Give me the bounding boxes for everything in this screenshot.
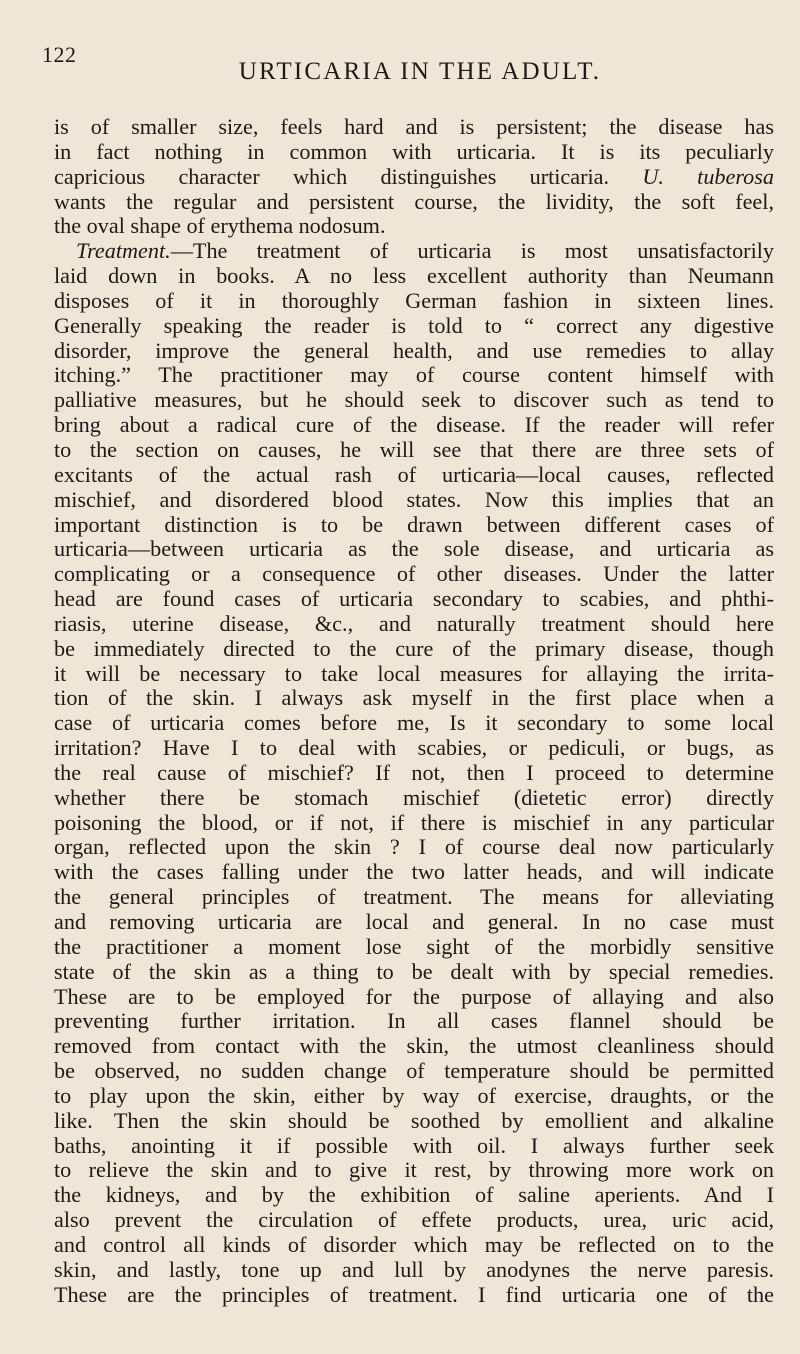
text-line: disorder, improve the general health, and use remedies to allay (54, 337, 774, 363)
text-line: laid down in books. A no less excellent authority than Neumann (54, 263, 774, 289)
text-line: complicating or a consequence of other diseases. Under the latter (54, 561, 774, 587)
text-line: skin, and lastly, tone up and lull by anodynes the nerve paresis. (54, 1256, 774, 1282)
text-line: These are to be employed for the purpose of allaying and also (54, 983, 774, 1009)
text-line: in fact nothing in common with urticaria. It is its peculiarly (54, 138, 774, 164)
text-line: the oval shape of erythema nodosum. (54, 213, 386, 239)
text-line: organ, reflected upon the skin ? I of course deal now particularly (54, 834, 774, 860)
text-line: urticaria—between urticaria as the sole disease, and urticaria as (54, 536, 774, 562)
text-line: itching.” The practitioner may of course content himself with (54, 362, 774, 388)
text-line: tion of the skin. I always ask myself in the first place when a (54, 685, 774, 711)
text-line: is of smaller size, feels hard and is persistent; the disease has (54, 114, 774, 139)
text-line: to play upon the skin, either by way of exercise, draughts, or the (54, 1082, 774, 1108)
text-line: These are the principles of treatment. I find urticaria one of the (54, 1281, 774, 1307)
text-line: and control all kinds of disorder which may be reflected on to the (54, 1231, 774, 1257)
text-line: irritation? Have I to deal with scabies, or pediculi, or bugs, as (54, 735, 774, 761)
running-title: URTICARIA IN THE ADULT. (238, 58, 602, 85)
text-line: riasis, uterine disease, &c., and naturally treatment should here (54, 610, 774, 636)
body-text (54, 115, 774, 1308)
text-line: disposes of it in thoroughly German fashion in sixteen lines. (54, 287, 774, 313)
text-line: removed from contact with the skin, the utmost cleanliness should (54, 1033, 774, 1059)
text-line: it will be necessary to take local measures for allaying the irrita- (54, 660, 774, 686)
italic-term: U. tuberosa (642, 163, 774, 189)
text-line: case of urticaria comes before me, Is it secondary to some local (54, 710, 774, 736)
text-line: the real cause of mischief? If not, then I proceed to determine (54, 759, 774, 785)
text-line: Generally speaking the reader is told to “ correct any digestive (54, 312, 774, 338)
text-line: the general principles of treatment. The means for alleviating (54, 884, 774, 910)
text-line: also prevent the circulation of effete products, urea, uric acid, (54, 1207, 774, 1233)
text-line: to relieve the skin and to give it rest, by throwing more work on (54, 1157, 774, 1183)
text-line: capricious character which distinguishes urticaria. U. tuberosa (54, 163, 774, 189)
text-line: the practitioner a moment lose sight of the morbidly sensitive (54, 933, 774, 959)
text-line: palliative measures, but he should seek to discover such as tend to (54, 387, 774, 413)
text-line: wants the regular and persistent course, the lividity, the soft feel, (54, 188, 774, 214)
text-line: like. Then the skin should be soothed by emollient and alkaline (54, 1107, 774, 1133)
text-line: bring about a radical cure of the disease. If the reader will refer (54, 412, 774, 438)
text-line: important distinction is to be drawn between different cases of (54, 511, 774, 537)
page-number: 122 (42, 42, 77, 67)
text-line: be observed, no sudden change of temperature should be permitted (54, 1058, 774, 1084)
text-line: with the cases falling under the two latter heads, and will indicate (54, 859, 774, 885)
text-line: to the section on causes, he will see that there are three sets of (54, 436, 774, 462)
text-line: baths, anointing it if possible with oil. I always further seek (54, 1132, 774, 1158)
text-line: preventing further irritation. In all cases flannel should be (54, 1008, 774, 1034)
text-line: whether there be stomach mischief (dietetic error) directly (54, 784, 774, 810)
text-line: the kidneys, and by the exhibition of saline aperients. And I (54, 1182, 774, 1208)
text-line: Treatment.—The treatment of urticaria is most unsatisfactorily (76, 238, 774, 264)
text-line: be immediately directed to the cure of the primary disease, though (54, 635, 774, 661)
section-heading: Treatment. (76, 238, 171, 264)
text-line: poisoning the blood, or if not, if there is mischief in any particular (54, 809, 774, 835)
text-line: mischief, and disordered blood states. Now this implies that an (54, 486, 774, 512)
text-line: excitants of the actual rash of urticaria—local causes, reflected (54, 461, 774, 487)
text-line: and removing urticaria are local and general. In no case must (54, 909, 774, 934)
text-line: state of the skin as a thing to be dealt with by special remedies. (54, 958, 774, 984)
text-line: head are found cases of urticaria secondary to scabies, and phthi- (54, 586, 774, 612)
